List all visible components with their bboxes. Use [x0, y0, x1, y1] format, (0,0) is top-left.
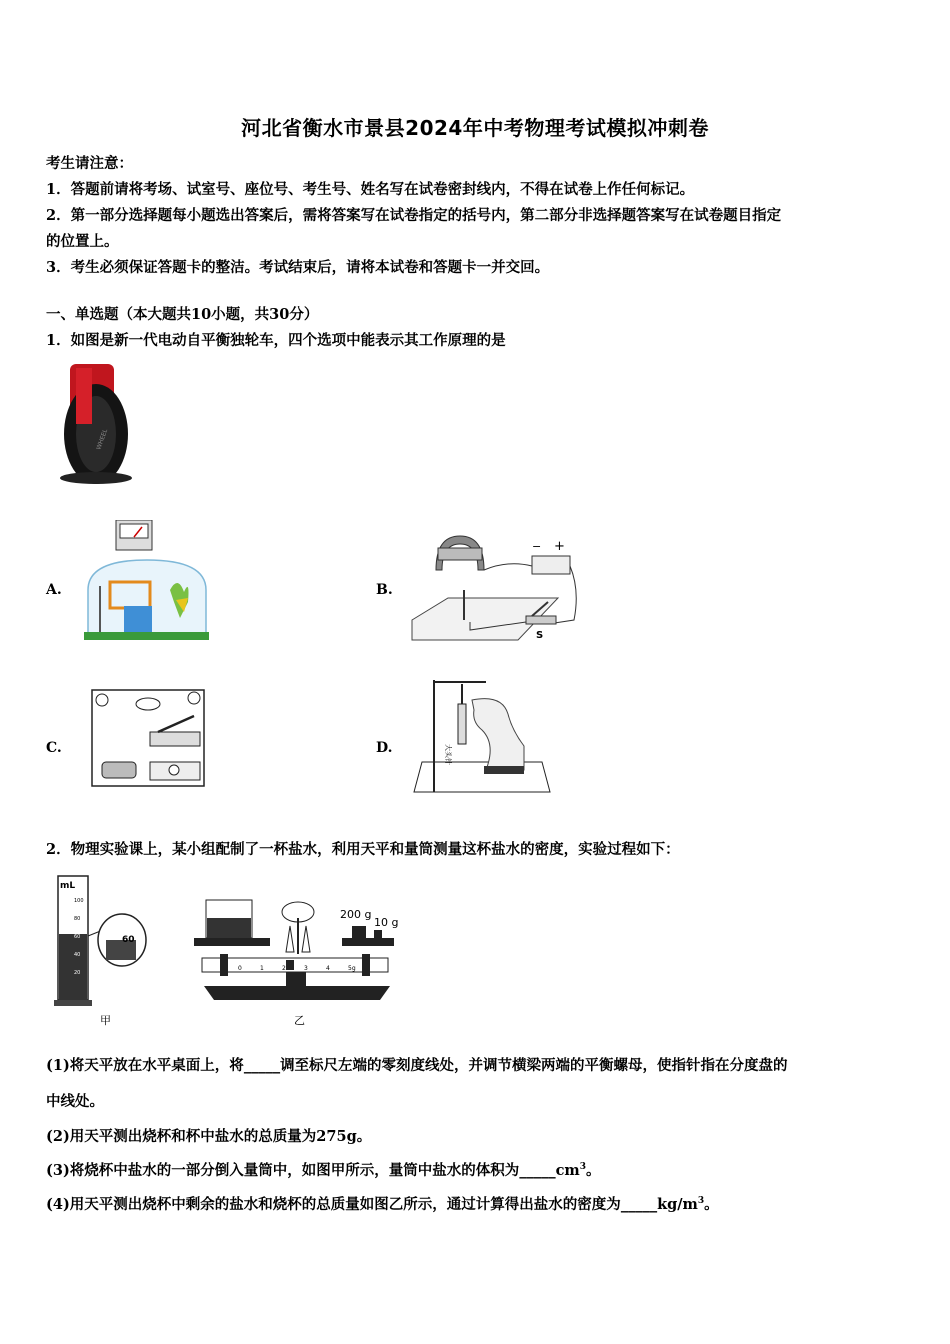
q2-part2: (2)用天平测出烧杯和杯中盐水的总质量为275g。: [46, 1128, 372, 1145]
section-heading: 一、单选题（本大题共10小题，共30分）: [46, 306, 319, 323]
balance-figure: [190, 896, 405, 1031]
option-a-label: A.: [46, 582, 62, 598]
blank-4[interactable]: _____: [620, 1196, 658, 1213]
scale-4: 4: [326, 965, 330, 972]
weight-10g: 10 g: [374, 916, 399, 929]
fig-jia-label: 甲: [100, 1014, 111, 1027]
scale-2: 2: [282, 965, 286, 972]
option-b-label: B.: [376, 582, 393, 598]
tick-20: 20: [74, 970, 81, 976]
cylinder-unit: mL: [60, 881, 76, 891]
option-c-label: C.: [46, 740, 62, 756]
notice-item-2-cont: 的位置上。: [46, 233, 119, 250]
q2-part1: (1)将天平放在水平桌面上，将_____调至标尺左端的零刻度线处，并调节横梁两端的平衡螺母，使指针指在分度盘的: [46, 1057, 788, 1074]
option-c-figure: [84, 680, 214, 792]
cylinder-figure: [52, 872, 152, 1032]
fig-yi-label: 乙: [294, 1014, 305, 1027]
tick-80: 80: [74, 916, 81, 922]
option-d-figure: [412, 674, 554, 796]
pin-label: 大头针: [444, 744, 452, 765]
svg-text:WHEEL: WHEEL: [95, 428, 110, 451]
battery-plus: +: [554, 539, 565, 554]
notice-item-3: 3．考生必须保证答题卡的整洁。考试结束后，请将本试卷和答题卡一并交回。: [46, 259, 550, 276]
page-title: 河北省衡水市景县2024年中考物理考试模拟冲刺卷: [241, 116, 709, 140]
blank-1[interactable]: _____: [243, 1057, 281, 1074]
notice-item-1: 1．答题前请将考场、试室号、座位号、考生号、姓名写在试卷密封线内，不得在试卷上作任何标记。: [46, 181, 695, 198]
q2-part3: (3)将烧杯中盐水的一部分倒入量筒中，如图甲所示，量筒中盐水的体积为$\_\_\_\_\_cm^3$。: [46, 1162, 601, 1179]
tick-100: 100: [74, 898, 84, 904]
q2-stem: 2．物理实验课上，某小组配制了一杯盐水，利用天平和量筒测量这杯盐水的密度，实验过程如下：: [46, 841, 680, 858]
unicycle-image: [56, 360, 136, 488]
q2-part1-cont: 中线处。: [46, 1093, 104, 1110]
zoom-reading: 60: [122, 935, 135, 945]
battery-minus: −: [532, 540, 542, 553]
option-b-figure: [408, 530, 583, 648]
blank-3[interactable]: _____: [519, 1162, 556, 1179]
scale-0: 0: [238, 965, 242, 972]
tick-40: 40: [74, 952, 81, 958]
weight-200g: 200 g: [340, 908, 372, 921]
scale-5: 5g: [348, 965, 356, 972]
notice-heading: 考生请注意：: [46, 155, 133, 172]
scale-3: 3: [304, 965, 308, 972]
q2-part4: (4)用天平测出烧杯中剩余的盐水和烧杯的总质量如图乙所示，通过计算得出盐水的密度为$\_\_\_\_\_kg/m^3$。: [46, 1196, 719, 1213]
option-d-label: D.: [376, 740, 393, 756]
tick-60: 60: [74, 934, 81, 940]
option-a-figure: [80, 520, 215, 645]
scale-1: 1: [260, 965, 264, 972]
switch-s-label: S: [536, 630, 544, 641]
q1-stem: 1．如图是新一代电动自平衡独轮车，四个选项中能表示其工作原理的是: [46, 332, 506, 349]
notice-item-2: 2．第一部分选择题每小题选出答案后，需将答案写在试卷指定的括号内，第二部分非选择题答案写在试卷题目指定: [46, 207, 782, 224]
